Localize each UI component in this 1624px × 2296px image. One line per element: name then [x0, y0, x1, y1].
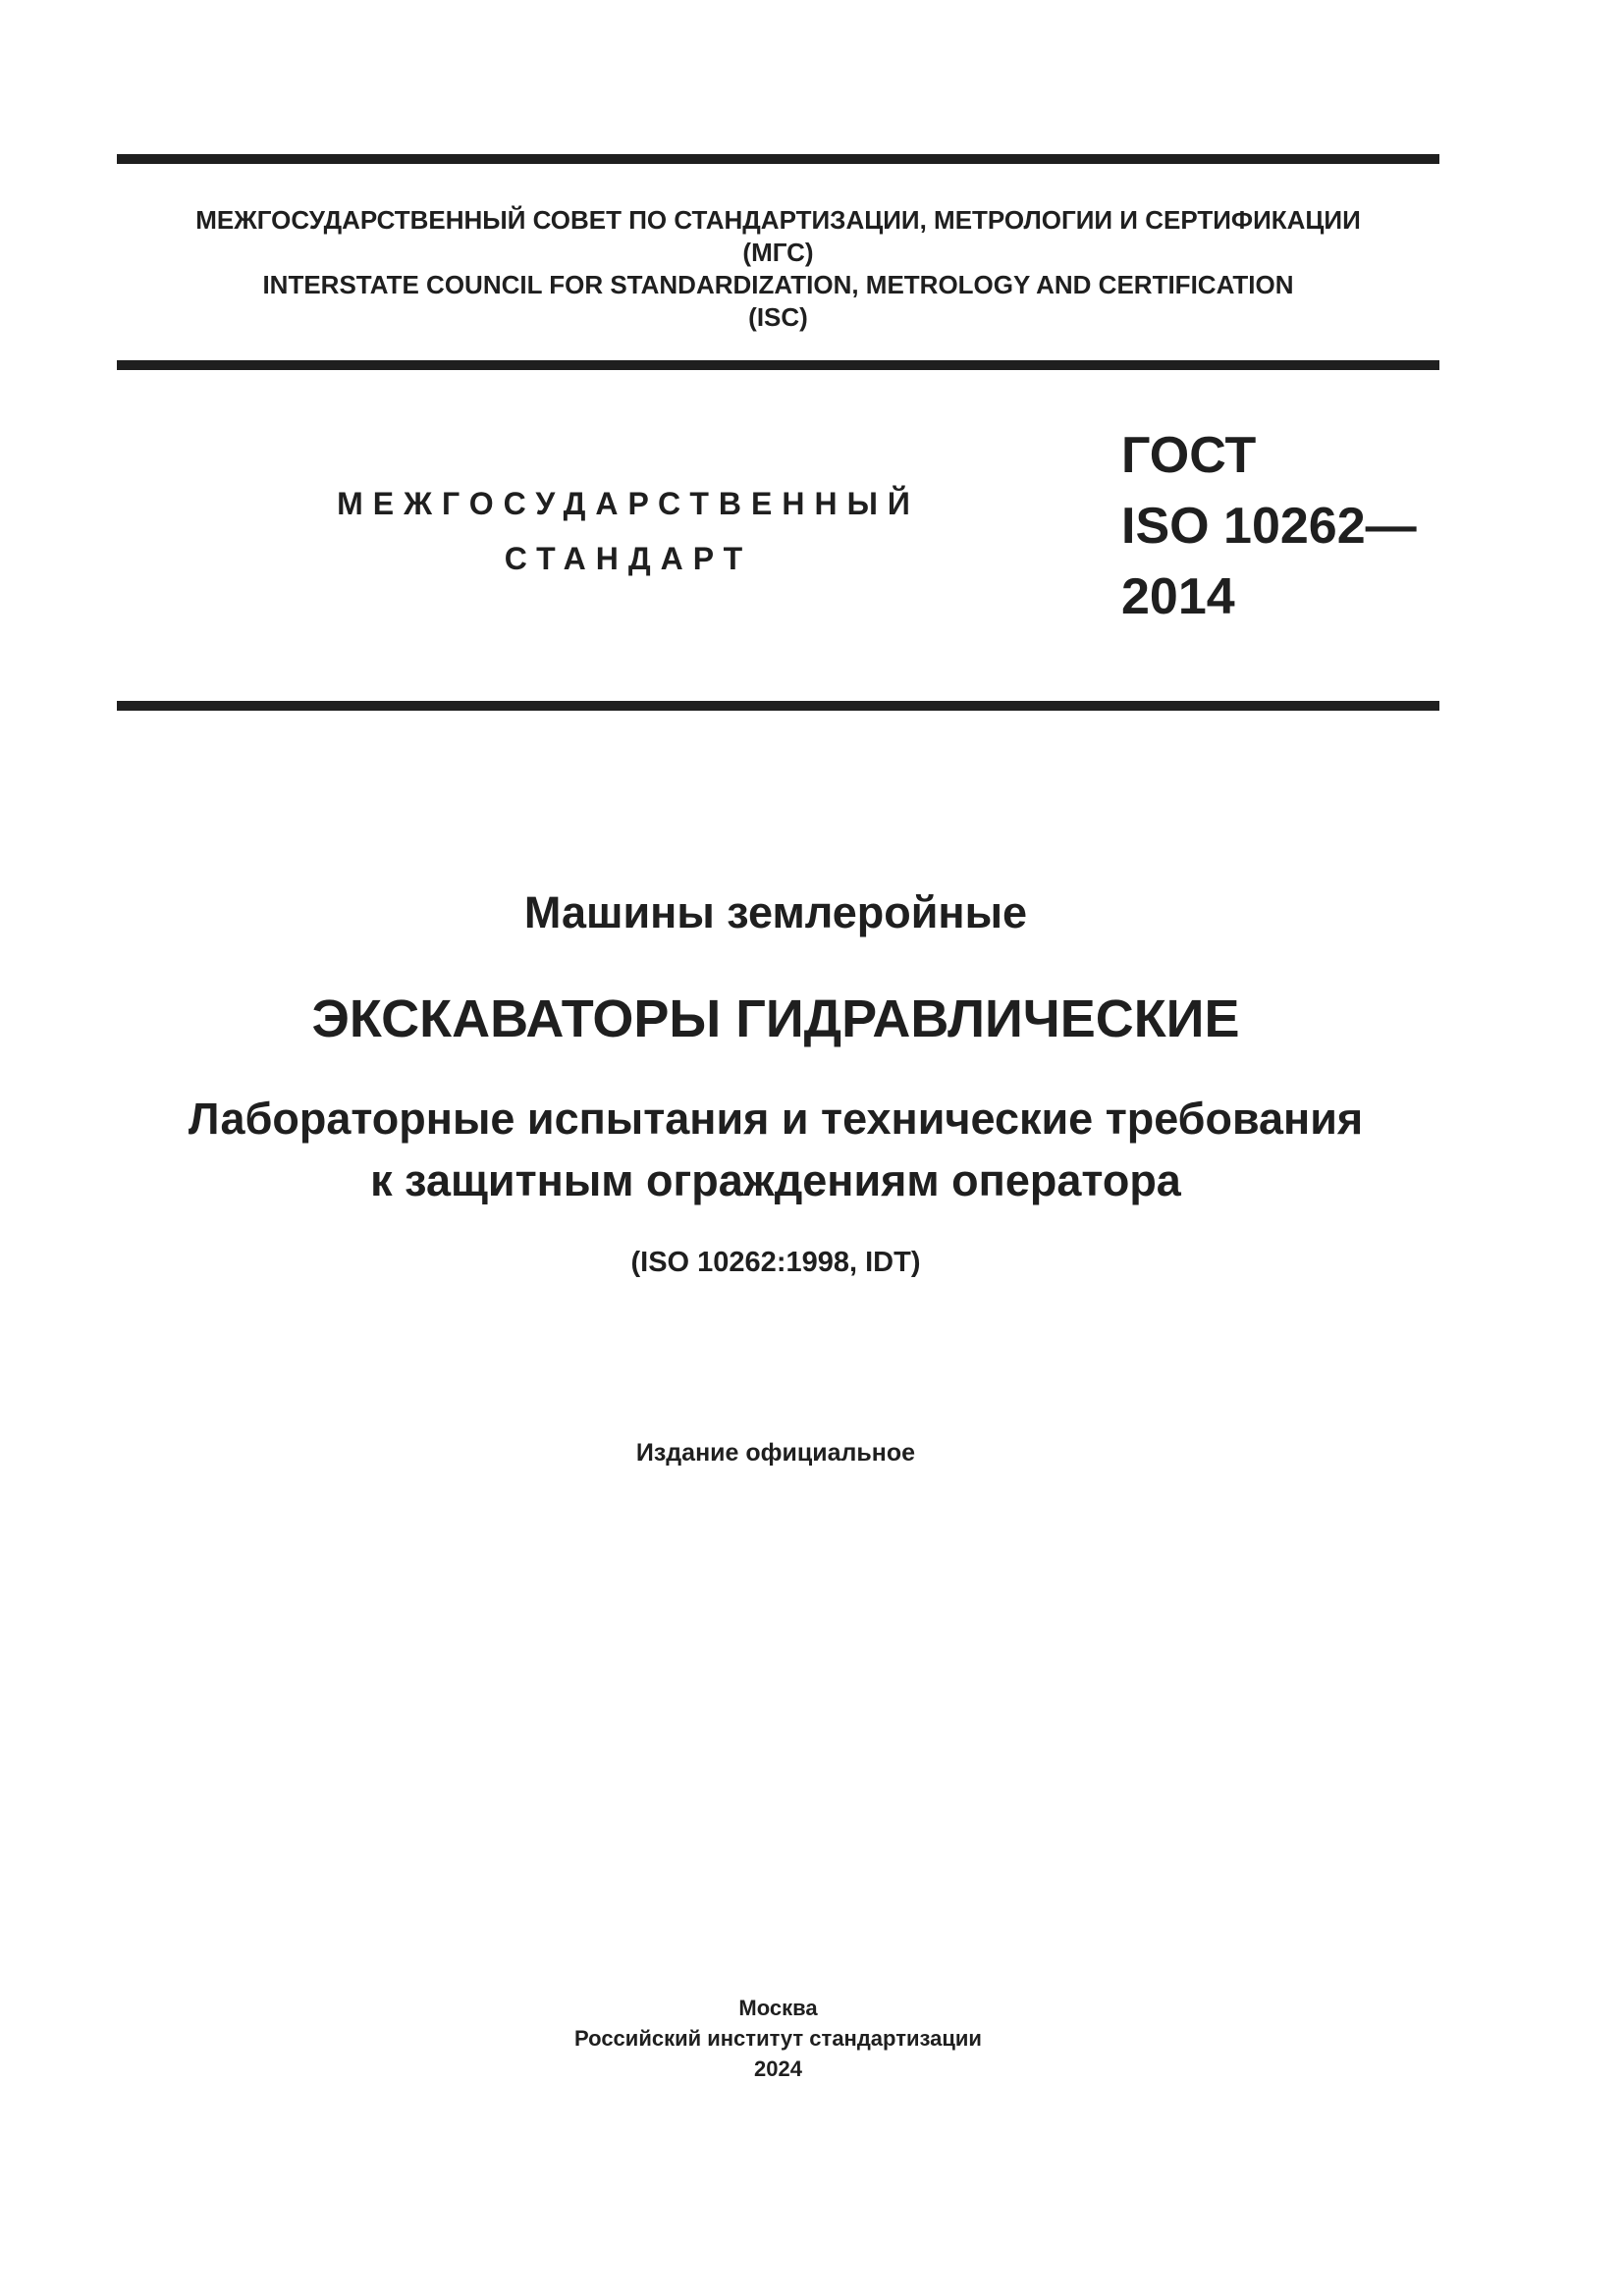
document-subtitle-line1: Лабораторные испытания и технические требования	[188, 1094, 1364, 1144]
council-header	[117, 204, 1439, 334]
designation-divider	[117, 701, 1439, 711]
document-subtitle-line2: к защитным ограждениям оператора	[370, 1155, 1181, 1205]
council-name-ru: МЕЖГОСУДАРСТВЕННЫЙ СОВЕТ ПО СТАНДАРТИЗАЦИИ, МЕТРОЛОГИИ И СЕРТИФИКАЦИИ	[195, 205, 1361, 235]
standard-designation	[1121, 420, 1417, 632]
designation-line1: ГОСТ	[1121, 427, 1257, 484]
designation-line3: 2014	[1121, 568, 1235, 625]
council-abbr-en: (ISC)	[748, 302, 808, 332]
publisher-block	[117, 1993, 1439, 2084]
standard-type-label	[295, 476, 962, 586]
council-abbr-ru: (МГС)	[742, 238, 814, 267]
document-subtitle	[0, 1088, 1551, 1211]
document-title: ЭКСКАВАТОРЫ ГИДРАВЛИЧЕСКИЕ	[311, 989, 1240, 1048]
iso-reference: (ISO 10262:1998, IDT)	[630, 1247, 921, 1278]
edition-label: Издание официальное	[635, 1439, 916, 1467]
standard-type-line1: МЕЖГОСУДАРСТВЕННЫЙ	[337, 486, 920, 521]
publisher-city: Москва	[738, 1996, 818, 2020]
standard-type-line2: СТАНДАРТ	[504, 541, 753, 576]
council-name-en: INTERSTATE COUNCIL FOR STANDARDIZATION, METROLOGY AND CERTIFICATION	[262, 270, 1294, 299]
council-divider	[117, 360, 1439, 370]
document-title-group: Машины землеройные	[523, 887, 1028, 937]
top-divider	[117, 154, 1439, 164]
publication-year: 2024	[754, 2056, 802, 2081]
publisher-name: Российский институт стандартизации	[574, 2026, 982, 2051]
designation-line2: ISO 10262—	[1121, 498, 1417, 555]
